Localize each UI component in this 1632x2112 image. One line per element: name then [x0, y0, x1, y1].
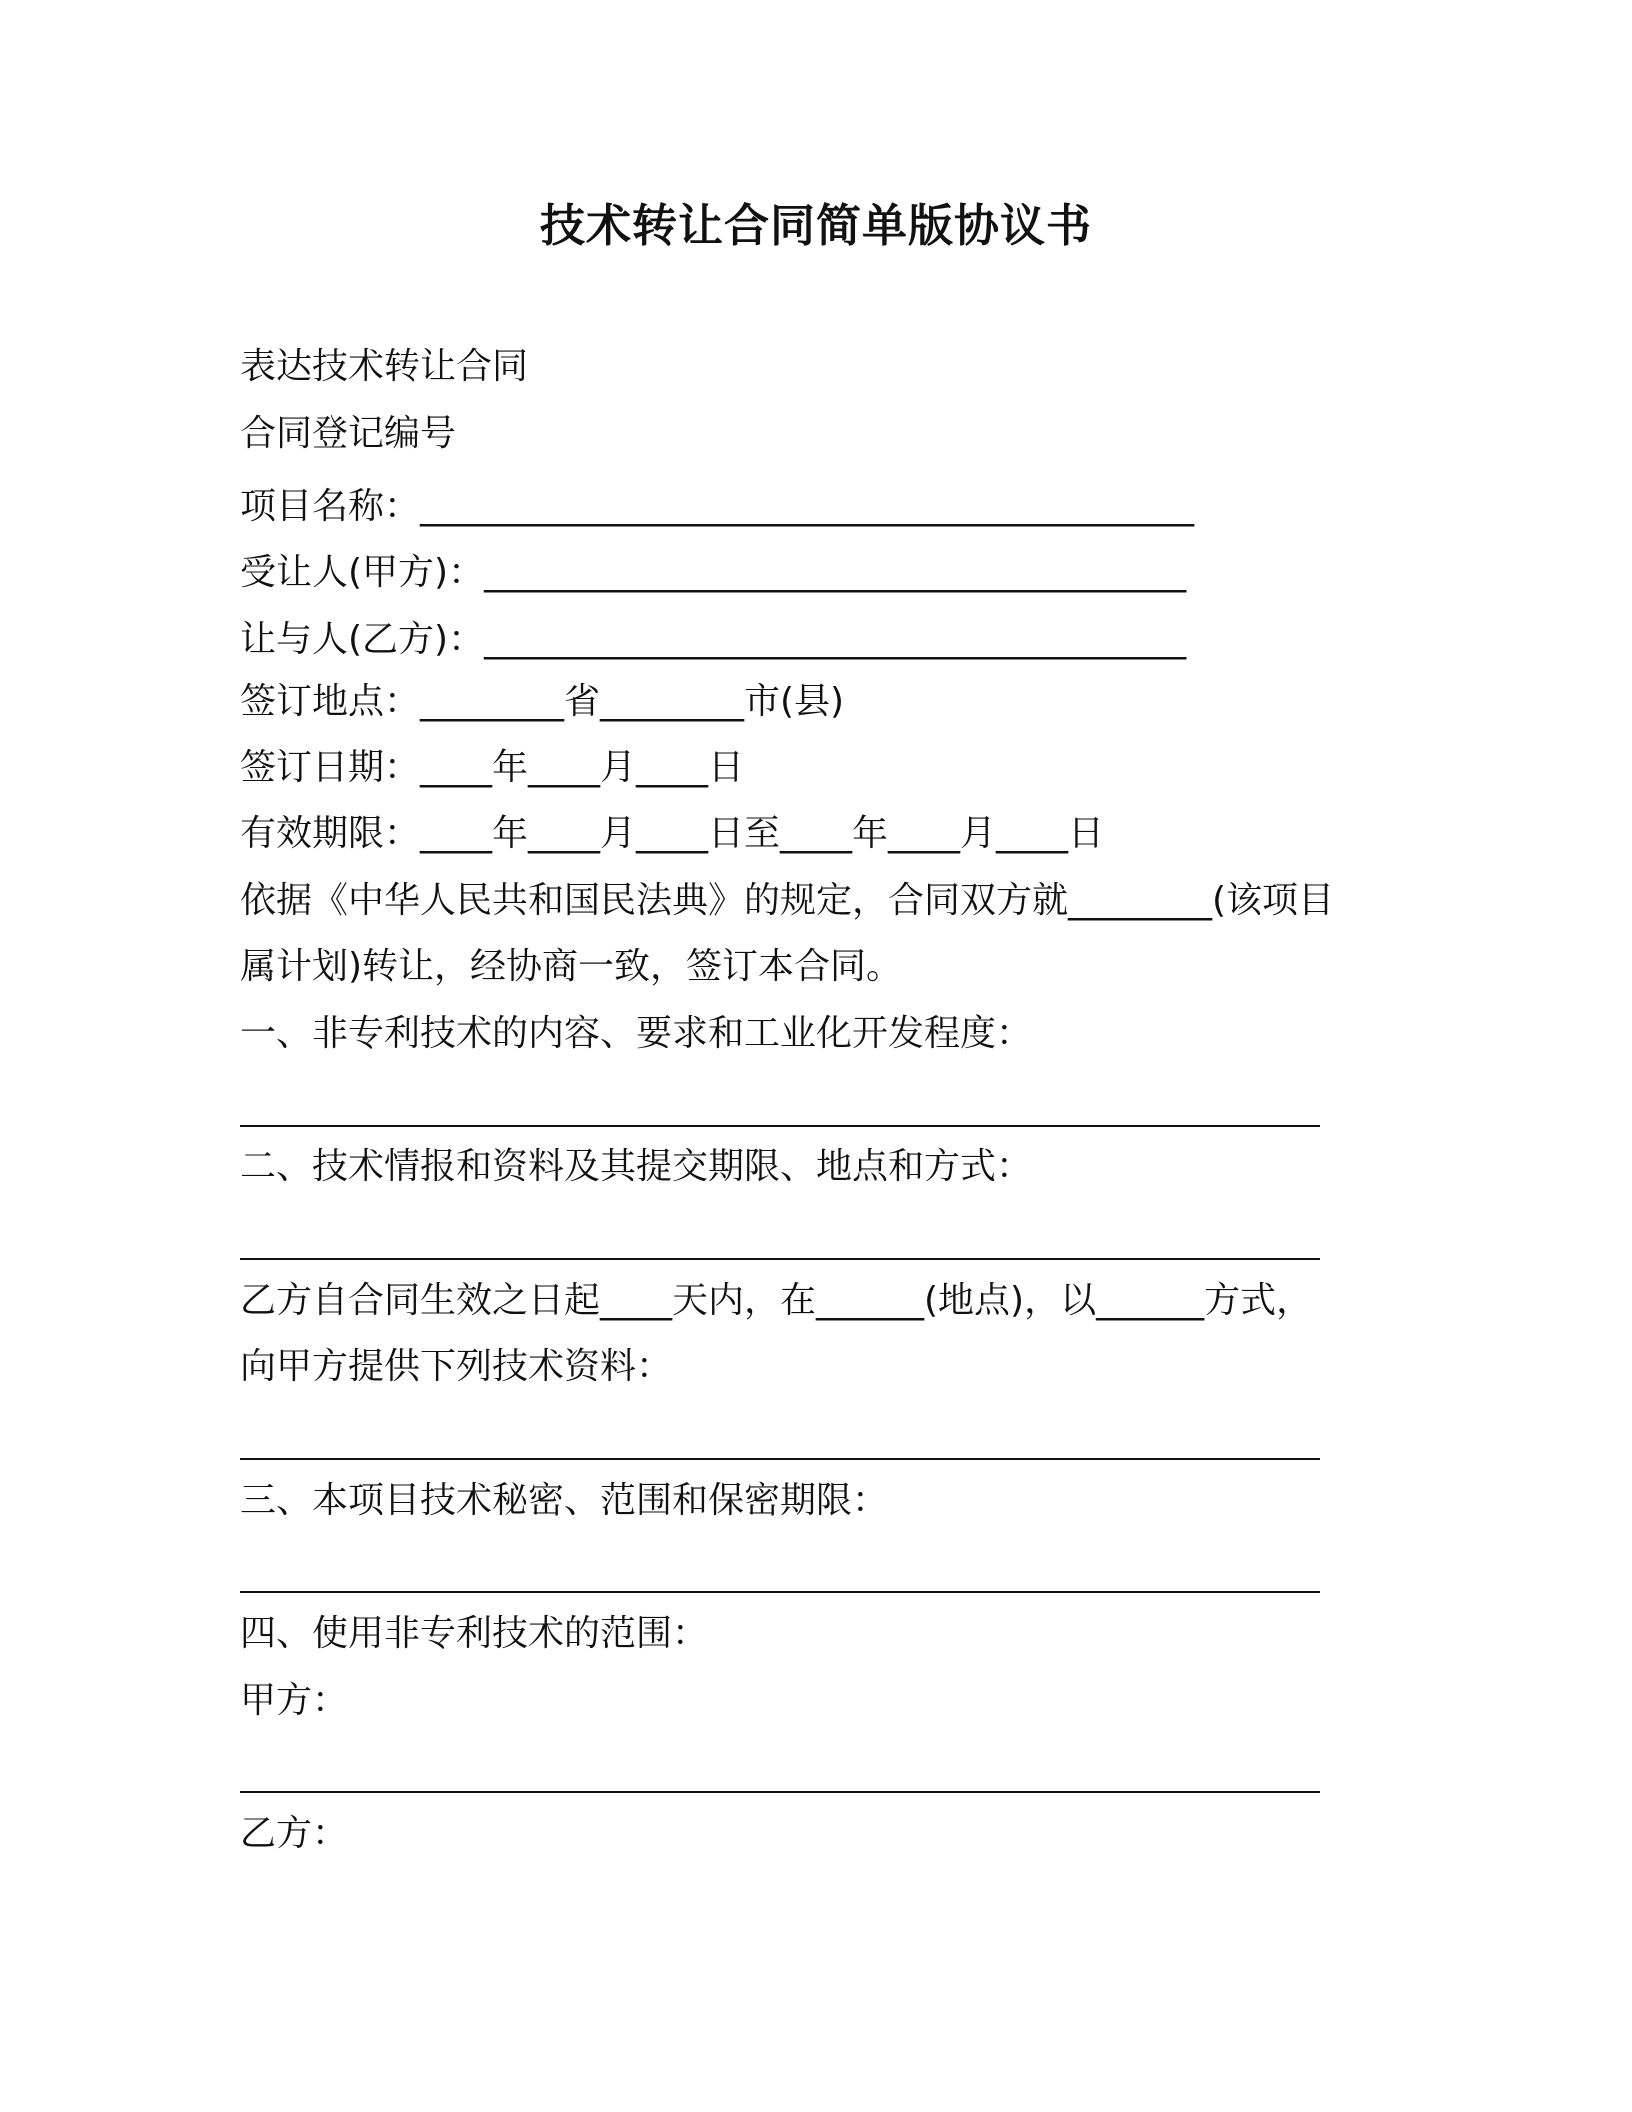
validity-period-field: 有效期限：____年____月____日至____年____月____日	[240, 813, 1105, 854]
delivery-clause-line-2: 向甲方提供下列技术资料：	[240, 1346, 673, 1387]
document-title: 技术转让合同简单版协议书	[539, 199, 1092, 252]
preamble-line-1: 依据《中华人民共和国民法典》的规定，合同双方就________(该项目	[240, 880, 1335, 921]
party-b-field: 让与人(乙方)：_______________________________________	[240, 619, 1187, 660]
party-b-scope-label: 乙方：	[240, 1813, 349, 1854]
section-1-blank	[240, 1125, 1320, 1127]
party-a-scope-blank	[240, 1791, 1320, 1793]
section-3-blank	[240, 1591, 1320, 1593]
registration-number-label: 合同登记编号	[240, 413, 457, 454]
contract-type-label: 表达技术转让合同	[240, 346, 529, 387]
section-3-heading: 三、本项目技术秘密、范围和保密期限：	[240, 1480, 889, 1521]
section-1-heading: 一、非专利技术的内容、要求和工业化开发程度：	[240, 1013, 1033, 1054]
section-2-blank	[240, 1258, 1320, 1260]
preamble-line-2: 属计划)转让，经协商一致，签订本合同。	[240, 946, 903, 987]
project-name-field: 项目名称：___________________________________________	[240, 486, 1195, 527]
signing-place-field: 签订地点：________省________市(县)	[240, 681, 845, 722]
party-a-scope-label: 甲方：	[240, 1680, 349, 1721]
section-2-heading: 二、技术情报和资料及其提交期限、地点和方式：	[240, 1146, 1033, 1187]
delivery-clause-line-1: 乙方自合同生效之日起____天内，在______(地点)，以______方式，	[240, 1280, 1313, 1321]
delivery-blank	[240, 1458, 1320, 1460]
party-a-field: 受让人(甲方)：_______________________________________	[240, 552, 1187, 593]
section-4-heading: 四、使用非专利技术的范围：	[240, 1613, 709, 1654]
signing-date-field: 签订日期：____年____月____日	[240, 747, 745, 788]
